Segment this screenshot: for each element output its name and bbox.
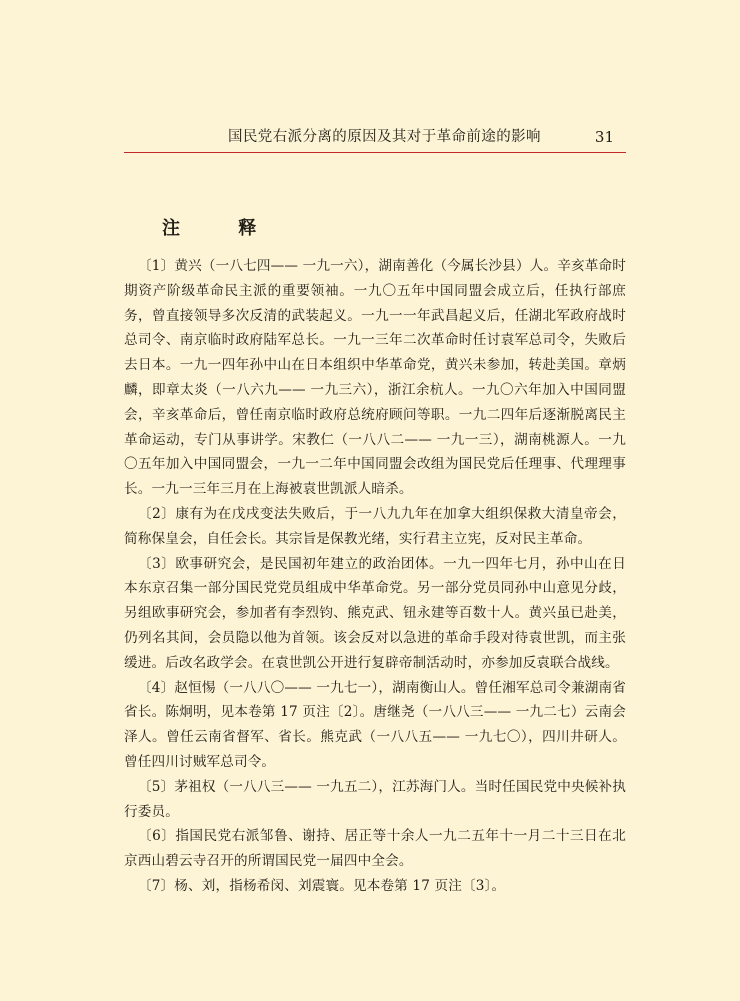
note-7: 〔7〕杨、刘，指杨希闵、刘震寰。见本卷第 17 页注〔3〕。: [138, 877, 506, 894]
running-title: 国民党右派分离的原因及其对于革命前途的影响: [228, 129, 541, 145]
note-6: 〔6〕指国民党右派邹鲁、谢持、居正等十余人一九二五年十一月二十三日在北京西山碧云寺召开的所谓国民党一届四中全会。: [124, 828, 626, 870]
note-2: 〔2〕康有为在戊戌变法失败后，于一八九九年在加拿大组织保救大清皇帝会，简称保皇会，自任会长。其宗旨是保教光绪，实行君主立宪，反对民主革命。: [124, 505, 626, 547]
note-1: 〔1〕黄兴（一八七四—— 一九一六），湖南善化（今属长沙县）人。辛亥革命时期资产阶级革命民主派的重要领袖。一九〇五年中国同盟会成立后，任执行部庶务，曾直接领导多次反清的武装起义。一九一一年武昌起义后，任湖北军政府战时总司令、南京临时政府陆军总长。一九一三年二次革命时任讨袁军总司令，失败后去日本。一九一四年孙中山在日本组织中华革命党，黄兴未参加，转赴美国。章炳麟，即章太炎（一八六九—— 一九三六），浙江余杭人。一九〇六年加入中国同盟会，辛亥革命后，曾任南京临时政府总统府顾问等职。一九二四年后逐渐脱离民主革命运动，专门从事讲学。宋教仁（一八八二—— 一九一三），湖南桃源人。一九〇五年加入中国同盟会，一九一二年中国同盟会改组为国民党后任理事、代理理事长。一九一三年三月在上海被袁世凯派人暗杀。: [124, 258, 626, 498]
page-number: 31: [594, 128, 614, 146]
note-3: 〔3〕欧事研究会，是民国初年建立的政治团体。一九一四年七月，孙中山在日本东京召集一部分国民党党员组成中华革命党。另一部分党员同孙中山意见分歧，另组欧事研究会，参加者有李烈钧、熊克武、钮永建等百数十人。黄兴虽已赴美，仍列名其间，会员隐以他为首领。该会反对以急进的革命手段对待袁世凯，而主张缓进。后改名政学会。在袁世凯公开进行复辟帝制活动时，亦参加反袁联合战线。: [124, 555, 626, 671]
note-4: 〔4〕赵恒惕（一八八〇—— 一九七一），湖南衡山人。曾任湘军总司令兼湖南省省长。陈炯明，见本卷第 17 页注〔2〕。唐继尧（一八八三—— 一九二七）云南会泽人。曾任云南省督军、省长。熊克武（一八八五—— 一九七〇），四川井研人。曾任四川讨贼军总司令。: [124, 679, 626, 770]
header-divider: [124, 152, 626, 153]
note-5: 〔5〕茅祖权（一八八三—— 一九五二），江苏海门人。当时任国民党中央候补执行委员。: [124, 778, 626, 820]
notes-list: [124, 254, 626, 899]
running-header: [124, 126, 626, 148]
section-title: 注 释: [162, 217, 283, 239]
